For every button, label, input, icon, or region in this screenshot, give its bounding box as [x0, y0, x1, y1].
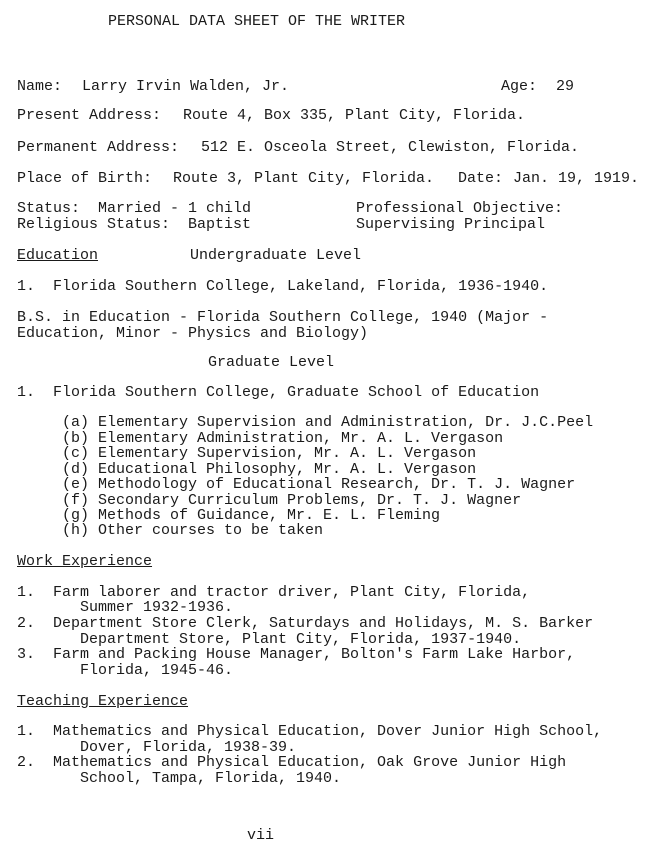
work-line: Department Store, Plant City, Florida, 1937-1940. — [17, 631, 522, 648]
course-item: (a) Elementary Supervision and Administration, Dr. J.C.Peel — [62, 414, 594, 431]
undergrad-item: 1. Florida Southern College, Lakeland, Florida, 1936-1940. — [17, 278, 549, 295]
teaching-heading: Teaching Experience — [17, 693, 189, 710]
teaching-line: School, Tampa, Florida, 1940. — [17, 770, 342, 787]
age-label: Age: — [501, 78, 538, 95]
objective-value: Supervising Principal — [356, 216, 546, 233]
birth-place: Route 3, Plant City, Florida. — [173, 170, 435, 187]
undergrad-heading: Undergraduate Level — [190, 247, 362, 264]
course-item: (d) Educational Philosophy, Mr. A. L. Vergason — [62, 461, 477, 478]
birth-date: Jan. 19, 1919. — [513, 170, 640, 187]
work-heading: Work Experience — [17, 553, 153, 570]
permanent-address: 512 E. Osceola Street, Clewiston, Florida. — [201, 139, 580, 156]
grad-heading: Graduate Level — [208, 354, 335, 371]
course-item: (e) Methodology of Educational Research, Dr. T. J. Wagner — [62, 476, 576, 493]
course-item: (f) Secondary Curriculum Problems, Dr. T. J. Wagner — [62, 492, 522, 509]
objective-label: Professional Objective: — [356, 200, 564, 217]
present-address: Route 4, Box 335, Plant City, Florida. — [183, 107, 526, 124]
marital-status: Status: Married - 1 child — [17, 200, 252, 217]
degree-line: Education, Minor - Physics and Biology) — [17, 325, 369, 342]
course-item: (b) Elementary Administration, Mr. A. L. Vergason — [62, 430, 504, 447]
age-value: 29 — [556, 78, 575, 95]
religious-status: Religious Status: Baptist — [17, 216, 252, 233]
teaching-line: Dover, Florida, 1938-39. — [17, 739, 297, 756]
course-item: (g) Methods of Guidance, Mr. E. L. Fleming — [62, 507, 441, 524]
work-line: 1. Farm laborer and tractor driver, Plant City, Florida, — [17, 584, 531, 601]
page-number: vii — [247, 827, 275, 844]
degree-line: B.S. in Education - Florida Southern College, 1940 (Major - — [17, 309, 549, 326]
work-line: 2. Department Store Clerk, Saturdays and Holidays, M. S. Barker — [17, 615, 594, 632]
teaching-line: 2. Mathematics and Physical Education, Oak Grove Junior High — [17, 754, 567, 771]
course-item: (h) Other courses to be taken — [62, 522, 324, 539]
work-line: Florida, 1945-46. — [17, 662, 234, 679]
page-title: PERSONAL DATA SHEET OF THE WRITER — [108, 13, 406, 30]
course-item: (c) Elementary Supervision, Mr. A. L. Vergason — [62, 445, 477, 462]
date-label: Date: — [458, 170, 504, 187]
permanent-address-label: Permanent Address: — [17, 139, 180, 156]
grad-item: 1. Florida Southern College, Graduate School of Education — [17, 384, 540, 401]
birth-label: Place of Birth: — [17, 170, 153, 187]
work-line: 3. Farm and Packing House Manager, Bolton's Farm Lake Harbor, — [17, 646, 576, 663]
name-value: Larry Irvin Walden, Jr. — [82, 78, 290, 95]
name-label: Name: — [17, 78, 63, 95]
teaching-line: 1. Mathematics and Physical Education, Dover Junior High School, — [17, 723, 603, 740]
education-heading: Education — [17, 247, 99, 264]
present-address-label: Present Address: — [17, 107, 162, 124]
work-line: Summer 1932-1936. — [17, 599, 234, 616]
